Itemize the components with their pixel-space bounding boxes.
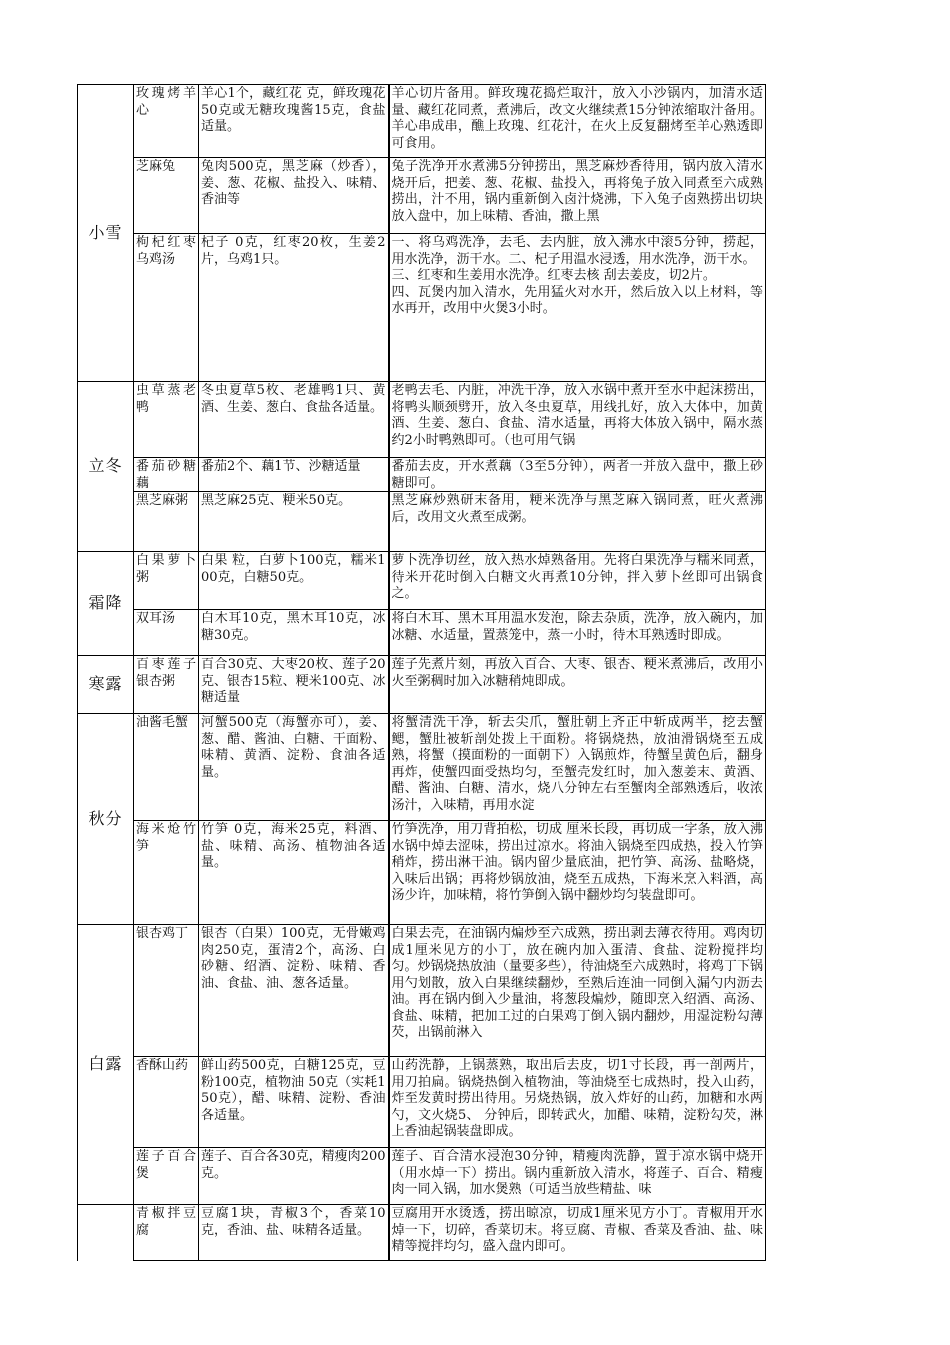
method-cell — [389, 85, 766, 158]
solar-term-cell: 小雪 — [78, 85, 134, 382]
ingredients-text: 白果 粒，白萝卜100克，糯米100克，白糖50克。 — [201, 553, 386, 585]
recipe-table — [77, 84, 766, 1261]
dish-name-cell — [134, 656, 199, 714]
table-row — [78, 492, 766, 552]
method-text: 竹笋洗净，用刀背拍松，切成 厘米长段，再切成一字条，放入沸水锅中焯去涩味，捞出过凉水。将油入锅烧至四成热，投入竹笋稍炸，捞出淋干油。锅内留少量底油，把竹笋、高汤、盐略烧，入味后出锅；再将炒锅放油，烧至五成热，下海米烹入料酒，高汤少许，加味精，将竹笋倒入锅中翻炒均匀装盘即可。 — [391, 822, 763, 903]
method-cell — [389, 1057, 766, 1148]
table-row — [78, 925, 766, 1057]
method-text: 番茄去皮，开水煮藕（3至5分钟），两者一并放入盘中，撒上砂糖即可。 — [391, 459, 763, 490]
dish-name-text: 银杏鸡丁 — [136, 926, 189, 941]
dish-name-cell — [134, 234, 199, 382]
ingredients-cell — [199, 85, 389, 158]
ingredients-cell — [199, 552, 389, 610]
ingredients-text: 银杏（白果）100克，无骨嫩鸡肉250克，蛋清2个，高汤、白砂糖、绍酒、淀粉、味精、香油、食盐、油、葱各适量。 — [201, 926, 386, 991]
table-row — [78, 1148, 766, 1205]
method-cell — [389, 714, 766, 821]
table-row — [78, 714, 766, 821]
method-text: 白果去壳，在油锅内煸炒至六成熟，捞出剥去薄衣待用。鸡肉切成1厘米见方的小丁，放在碗内加入蛋清、食盐、淀粉搅拌均匀。炒锅烧热放油（量要多些），待油烧至六成熟时，将鸡丁下锅用勺划散，放入白果继续翻炒，至熟后连油一同倒入漏勺内沥去油。再在锅内倒入少量油，将葱段煸炒，随即烹入绍酒、高汤、食盐、味精，把加工过的白果鸡丁倒入锅内翻炒，用湿淀粉勾薄芡，出锅前淋入 — [391, 926, 763, 1040]
method-text: 豆腐用开水烫透，捞出晾凉，切成1厘米见方小丁。青椒用开水焯一下，切碎，香菜切末。将豆腐、青椒、香菜及香油、盐、味精等搅拌均匀，盛入盘内即可。 — [391, 1206, 763, 1254]
method-cell — [389, 158, 766, 234]
dish-name-text: 黑芝麻粥 — [136, 493, 189, 508]
table-row — [78, 821, 766, 925]
method-text: 兔子洗净开水煮沸5分钟捞出，黑芝麻炒香待用，锅内放入清水烧开后，把姜、葱、花椒、盐投入，再将兔子放入同煮至六成熟捞出，汁不用，锅内重新倒入卤汁烧沸，下入兔子卤熟捞出切块放入盘中，加上味精、香油，撒上黑 — [391, 159, 763, 224]
method-cell — [389, 656, 766, 714]
dish-name-text: 芝麻兔 — [136, 159, 176, 174]
table-row — [78, 158, 766, 234]
dish-name-cell — [134, 382, 199, 458]
method-text: 将蟹清洗干净，斩去尖爪，蟹肚朝上齐正中斩成两半，挖去蟹鳃，蟹肚被斩剖处拨上干面粉。将锅烧热，放油滑锅烧至五成熟，将蟹（摸面粉的一面朝下）入锅煎炸，待蟹呈黄色后，翻身再炸，使蟹四面受热均匀，至蟹壳发红时，加入葱姜末、黄酒、醋、酱油、白糖、清水，烧八分钟左右至蟹肉全部熟透后，收浓汤汁，入味精，再用水淀 — [391, 715, 763, 813]
ingredients-text: 番茄2个、藕1节、沙糖适量 — [201, 459, 361, 474]
ingredients-cell — [199, 158, 389, 234]
ingredients-text: 鲜山药500克，白糖125克，豆粉100克，植物油 50克（实耗150克），醋、味精、淀粉、香油各适量。 — [201, 1058, 386, 1123]
ingredients-text: 白木耳10克，黑木耳10克，冰糖30克。 — [201, 611, 386, 643]
ingredients-cell — [199, 1057, 389, 1148]
method-cell — [389, 492, 766, 552]
ingredients-cell — [199, 1148, 389, 1205]
dish-name-text: 莲子百合煲 — [136, 1149, 196, 1181]
ingredients-text: 杞子 0克，红枣20枚，生姜2片，乌鸡1只。 — [201, 235, 386, 267]
ingredients-cell — [199, 234, 389, 382]
method-cell — [389, 610, 766, 656]
dish-name-cell — [134, 158, 199, 234]
ingredients-text: 黑芝麻25克、粳米50克。 — [201, 493, 352, 508]
dish-name-text: 油酱毛蟹 — [136, 715, 189, 730]
ingredients-cell — [199, 492, 389, 552]
table-row — [78, 610, 766, 656]
ingredients-cell — [199, 821, 389, 925]
method-text: 山药洗静，上锅蒸熟，取出后去皮，切1寸长段，再一剖两片，用刀拍扁。锅烧热倒入植物油，等油烧至七成热时，投入山药，炸至发黄时捞出待用。另烧热锅，放入炸好的山药，加糖和水两勺，文火烧5、 分钟后，即转武火，加醋、味精，淀粉勾芡，淋上香油起锅装盘即成。 — [391, 1058, 763, 1139]
dish-name-cell — [134, 925, 199, 1057]
method-text: 将白木耳、黑木耳用温水发泡，除去杂质，洗净，放入碗内，加冰糖、水适量，置蒸笼中，蒸一小时，待木耳熟透时即成。 — [391, 611, 763, 643]
method-cell — [389, 1148, 766, 1205]
dish-name-text: 虫草蒸老鸭 — [136, 383, 196, 415]
solar-term-cell: 霜降 — [78, 552, 134, 656]
table-row — [78, 234, 766, 382]
dish-name-text: 青椒拌豆腐 — [136, 1206, 196, 1238]
dish-name-text: 番茄砂糖藕 — [136, 459, 196, 490]
ingredients-text: 竹笋 0克，海米25克，料酒、盐、味精、高汤、植物油各适量。 — [201, 822, 386, 870]
method-text: 黑芝麻炒熟研末备用，粳米洗净与黑芝麻入锅同煮，旺火煮沸后，改用文火煮至成粥。 — [391, 493, 763, 525]
dish-name-text: 双耳汤 — [136, 611, 176, 626]
ingredients-text: 豆腐1块，青椒3个，香菜10克，香油、盐、味精各适量。 — [201, 1206, 386, 1238]
table-row — [78, 1057, 766, 1148]
dish-name-cell — [134, 1057, 199, 1148]
method-text: 老鸭去毛、内脏，冲洗干净，放入水锅中煮开至水中起沫捞出，将鸭头顺颈劈开，放入冬虫夏草，用线扎好，放入大体中，加黄酒、生姜、葱白、食盐、清水适量，再将大体放入锅中，隔水蒸约2小时鸭熟即可。（也可用气锅 — [391, 383, 763, 448]
dish-name-cell — [134, 610, 199, 656]
method-text: 莲子先煮片刻，再放入百合、大枣、银杏、粳米煮沸后，改用小火至粥稠时加入冰糖稍炖即成。 — [391, 657, 763, 689]
dish-name-text: 海米炝竹笋 — [136, 822, 196, 854]
ingredients-cell — [199, 458, 389, 492]
solar-term-cell — [78, 1205, 134, 1261]
table-row — [78, 458, 766, 492]
table-row — [78, 85, 766, 158]
table-row — [78, 382, 766, 458]
ingredients-text: 百合30克、大枣20枚、莲子20克、银杏15粒、粳米100克、冰糖适量 — [201, 657, 386, 705]
ingredients-cell — [199, 610, 389, 656]
ingredients-text: 莲子、百合各30克，精瘦肉200克。 — [201, 1149, 386, 1181]
dish-name-text: 玫瑰烤羊心 — [136, 86, 196, 118]
method-cell — [389, 552, 766, 610]
method-cell — [389, 1205, 766, 1261]
ingredients-cell — [199, 382, 389, 458]
dish-name-text: 香酥山药 — [136, 1058, 189, 1073]
method-text: 萝卜洗净切丝，放入热水焯熟备用。先将白果洗净与糯米同煮，待米开花时倒入白糖文火再煮10分钟，拌入萝卜丝即可出锅食之。 — [391, 553, 763, 601]
dish-name-text: 白果萝卜粥 — [136, 553, 196, 585]
ingredients-cell — [199, 656, 389, 714]
solar-term-cell: 立冬 — [78, 382, 134, 552]
table-row — [78, 656, 766, 714]
dish-name-text: 枸杞红枣乌鸡汤 — [136, 235, 196, 267]
method-text: 一、将乌鸡洗净，去毛、去内脏，放入沸水中滚5分钟，捞起，用水洗净，沥干水。二、杞子用温水浸透，用水洗净，沥干水。 三、红枣和生姜用水洗净。红枣去核 刮去姜皮，切2片。 四、瓦煲内加入清水，先用猛火对水开，然后放入以上材料，等水再开，改用中火煲3小时。 — [391, 235, 763, 316]
dish-name-cell — [134, 85, 199, 158]
ingredients-cell — [199, 925, 389, 1057]
method-cell — [389, 458, 766, 492]
dish-name-text: 百枣莲子银杏粥 — [136, 657, 196, 689]
solar-term-cell: 白露 — [78, 925, 134, 1205]
ingredients-text: 河蟹500克（海蟹亦可），姜、葱、醋、酱油、白糖、干面粉、味精、黄酒、淀粉、食油各适量。 — [201, 715, 386, 780]
ingredients-text: 兔肉500克，黑芝麻（炒香），姜、葱、花椒、盐投入、味精、香油等 — [201, 159, 386, 207]
solar-term-cell: 秋分 — [78, 714, 134, 925]
ingredients-cell — [199, 714, 389, 821]
ingredients-cell — [199, 1205, 389, 1261]
dish-name-cell — [134, 492, 199, 552]
method-cell — [389, 234, 766, 382]
dish-name-cell — [134, 714, 199, 821]
solar-term-cell: 寒露 — [78, 656, 134, 714]
dish-name-cell — [134, 1148, 199, 1205]
ingredients-text: 羊心1个，藏红花 克，鲜玫瑰花50克或无糖玫瑰酱15克，食盐适量。 — [201, 86, 386, 134]
table-row — [78, 1205, 766, 1261]
method-cell — [389, 382, 766, 458]
method-text: 羊心切片备用。鲜玫瑰花捣烂取汁，放入小沙锅内，加清水适量、藏红花同煮，煮沸后，改文火继续煮15分钟浓缩取汁备用。羊心串成串，醮上玫瑰、红花汁，在火上反复翻烤至羊心熟透即可食用。 — [391, 86, 763, 151]
dish-name-cell — [134, 552, 199, 610]
dish-name-cell — [134, 1205, 199, 1261]
method-cell — [389, 821, 766, 925]
method-cell — [389, 925, 766, 1057]
ingredients-text: 冬虫夏草5枚、老雄鸭1只、黄酒、生姜、葱白、食盐各适量。 — [201, 383, 386, 415]
method-text: 莲子、百合清水浸泡30分钟，精瘦肉洗静，置于凉水锅中烧开（用水焯一下）捞出。锅内重新放入清水，将莲子、百合、精瘦肉一同入锅，加水煲熟（可适当放些精盐、味 — [391, 1149, 763, 1197]
dish-name-cell — [134, 821, 199, 925]
dish-name-cell — [134, 458, 199, 492]
table-row — [78, 552, 766, 610]
